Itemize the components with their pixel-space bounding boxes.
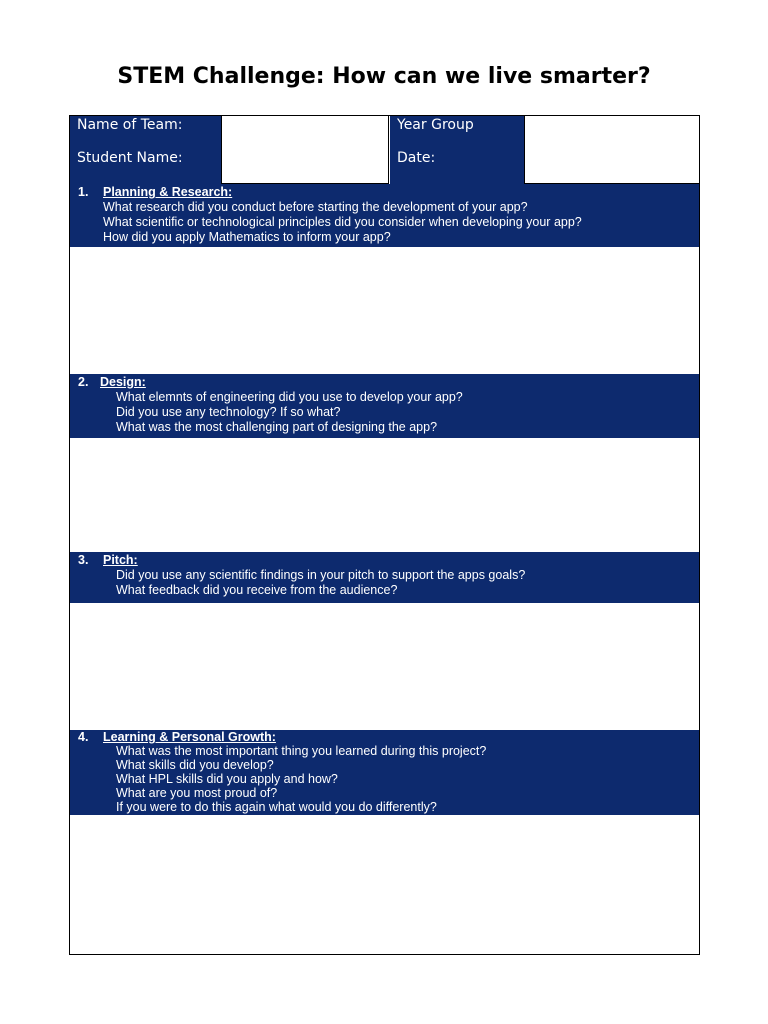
section-question: How did you apply Mathematics to inform your app?	[103, 230, 391, 244]
section-question: What skills did you develop?	[116, 758, 274, 772]
section-design	[70, 374, 699, 438]
section-learning-growth	[70, 730, 699, 815]
reflection-form	[69, 115, 700, 955]
section-question: What research did you conduct before starting the development of your app?	[103, 200, 528, 214]
section-question: What was the most challenging part of designing the app?	[116, 420, 438, 434]
section-question: What are you most proud of?	[116, 786, 278, 800]
section-question: What HPL skills did you apply and how?	[116, 772, 338, 786]
student-name-label: Student Name:	[70, 149, 221, 184]
date-label: Date:	[390, 149, 524, 184]
team-name-label: Name of Team:	[70, 116, 221, 149]
section-title: Planning & Research:	[103, 185, 233, 199]
section-question: If you were to do this again what would you do differently?	[116, 800, 437, 814]
section-title: Learning & Personal Growth:	[103, 730, 276, 744]
section-title: Pitch:	[103, 553, 138, 567]
student-name-field[interactable]	[221, 149, 389, 184]
section-question: What elemnts of engineering did you use to develop your app?	[116, 390, 463, 404]
section-planning-research	[70, 184, 699, 247]
page-title: STEM Challenge: How can we live smarter?	[117, 64, 651, 89]
section-question: What feedback did you receive from the audience?	[116, 583, 398, 597]
section-title: Design:	[100, 375, 146, 389]
year-group-field[interactable]	[524, 116, 699, 150]
section-question: What was the most important thing you learned during this project?	[116, 744, 487, 758]
team-name-field[interactable]	[221, 116, 389, 150]
section-question: Did you use any technology? If so what?	[116, 405, 341, 419]
section-number: 4.	[78, 730, 89, 744]
answer-box-planning-research[interactable]	[70, 247, 699, 374]
section-question: Did you use any scientific findings in your pitch to support the apps goals?	[116, 568, 526, 582]
answer-box-learning-growth[interactable]	[70, 815, 699, 954]
date-field[interactable]	[524, 149, 699, 184]
answer-box-pitch[interactable]	[70, 603, 699, 730]
section-number: 2.	[78, 375, 89, 389]
section-number: 3.	[78, 553, 89, 567]
answer-box-design[interactable]	[70, 438, 699, 552]
section-pitch	[70, 552, 699, 603]
section-question: What scientific or technological principles did you consider when developing your app?	[103, 215, 582, 229]
year-group-label: Year Group	[390, 116, 524, 150]
section-number: 1.	[78, 185, 89, 199]
